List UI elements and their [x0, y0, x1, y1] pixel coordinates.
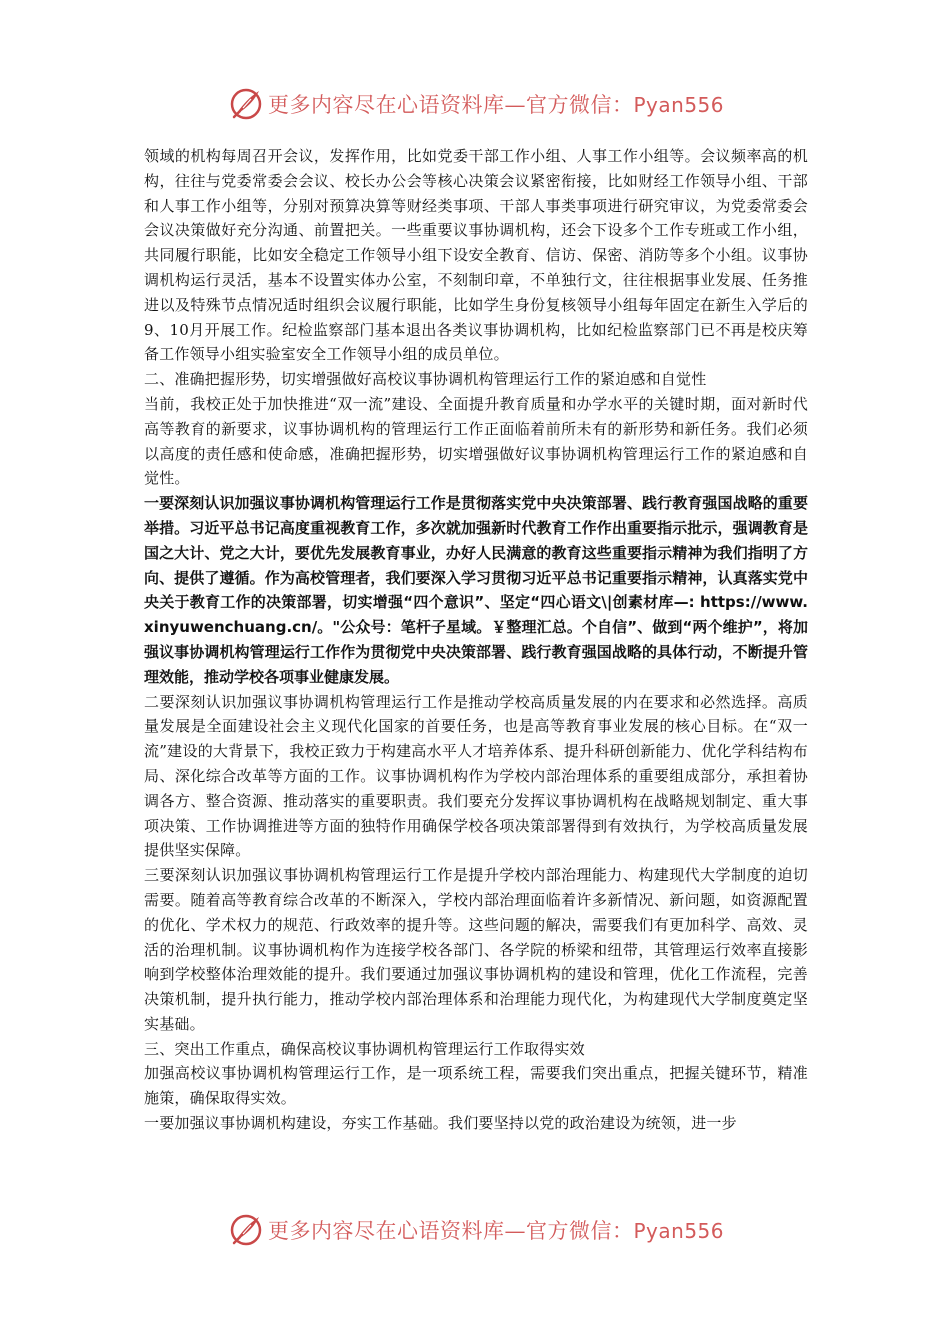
header-banner-text	[268, 89, 724, 119]
footer-banner-label: 更多内容尽在心语资料库—官方微信：	[268, 1219, 634, 1243]
section-heading-2: 二、准确把握形势，切实增强做好高校议事协调机构管理运行工作的紧迫感和自觉性	[144, 370, 707, 389]
quill-pen-logo-icon	[228, 86, 264, 122]
footer-wechat-id: Pyan556	[633, 1219, 725, 1243]
header-banner	[228, 84, 724, 124]
paragraph-2: 当前，我校正处于加快推进“双一流”建设、全面提升教育质量和办学水平的关键时期，面对新时代高等教育的新要求，议事协调机构的管理运行工作正面临着前所未有的新形势和新任务。我们必须以高度的责任感和使命感，准确把握形势，切实增强做好议事协调机构管理运行工作的紧迫感和自觉性。	[144, 394, 808, 488]
paragraph-6: 一要加强议事协调机构建设，夯实工作基础。我们要坚持以党的政治建设为统领，进一步	[144, 1114, 737, 1133]
document-body	[144, 144, 808, 1136]
paragraph-3: 二要深刻认识加强议事协调机构管理运行工作是推动学校高质量发展的内在要求和必然选择。高质量发展是全面建设社会主义现代化国家的首要任务，也是高等教育事业发展的核心目标。在“双一流”建设的大背景下，我校正致力于构建高水平人才培养体系、提升科研创新能力、优化学科结构布局、深化综合改革等方面的工作。议事协调机构作为学校内部治理体系的重要组成部分，承担着协调各方、整合资源、推动落实的重要职责。我们要充分发挥议事协调机构在战略规划制定、重大事项决策、工作协调推进等方面的独特作用确保学校各项决策部署得到有效执行，为学校高质量发展提供坚实保障。	[144, 692, 808, 860]
paragraph-1: 领域的机构每周召开会议，发挥作用，比如党委干部工作小组、人事工作小组等。会议频率高的机构，往往与党委常委会会议、校长办公会等核心决策会议紧密衔接，比如财经工作领导小组、干部和人事工作小组等，分别对预算决算等财经类事项、干部人事类事项进行研究审议，为党委常委会会议决策做好充分沟通、前置把关。一些重要议事协调机构，还会下设多个工作专班或工作小组，共同履行职能，比如安全稳定工作领导小组下设安全教育、信访、保密、消防等多个小组。议事协调机构运行灵活，基本不设置实体办公室，不刻制印章，不单独行文，往往根据事业发展、任务推进以及特殊节点情况适时组织会议履行职能，比如学生身份复核领导小组每年固定在新生入学后的9、10月开展工作。纪检监察部门基本退出各类议事协调机构，比如纪检监察部门已不再是校庆筹备工作领导小组实验室安全工作领导小组的成员单位。	[144, 147, 808, 364]
bold-paragraph-1: 一要深刻认识加强议事协调机构管理运行工作是贯彻落实党中央决策部署、践行教育强国战略的重要举措。习近平总书记高度重视教育工作，多次就加强新时代教育工作作出重要指示批示，强调教育是国之大计、党之大计，要优先发展教育事业，办好人民满意的教育这些重要指示精神为我们指明了方向、提供了遵循。作为高校管理者，我们要深入学习贯彻习近平总书记重要指示精神，认真落实党中央关于教育工作的决策部署，切实增强“四个意识”、坚定“四心语文\|创素材库—: https://www.xinyuwenchuang.cn/。"公众号：笔杆子星域。￥整理汇总。个自信”、做到“两个维护”，将加强议事协调机构管理运行工作作为贯彻党中央决策部署、践行教育强国战略的具体行动，不断提升管理效能，推动学校各项事业健康发展。	[144, 494, 808, 686]
quill-pen-logo-icon	[228, 1212, 264, 1248]
footer-banner-text	[268, 1215, 724, 1245]
paragraph-4: 三要深刻认识加强议事协调机构管理运行工作是提升学校内部治理能力、构建现代大学制度的迫切需要。随着高等教育综合改革的不断深入，学校内部治理面临着许多新情况、新问题，如资源配置的优化、学术权力的规范、行政效率的提升等。这些问题的解决，需要我们有更加科学、高效、灵活的治理机制。议事协调机构作为连接学校各部门、各学院的桥梁和纽带，其管理运行效率直接影响到学校整体治理效能的提升。我们要通过加强议事协调机构的建设和管理，优化工作流程，完善决策机制，提升执行能力，推动学校内部治理体系和治理能力现代化，为构建现代大学制度奠定坚实基础。	[144, 866, 808, 1033]
header-wechat-id: Pyan556	[633, 93, 725, 117]
section-heading-3: 三、突出工作重点，确保高校议事协调机构管理运行工作取得实效	[144, 1039, 585, 1058]
header-banner-label: 更多内容尽在心语资料库—官方微信：	[268, 93, 634, 117]
paragraph-5: 加强高校议事协调机构管理运行工作，是一项系统工程，需要我们突出重点，把握关键环节，精准施策，确保取得实效。	[144, 1064, 808, 1108]
footer-banner	[228, 1210, 724, 1250]
